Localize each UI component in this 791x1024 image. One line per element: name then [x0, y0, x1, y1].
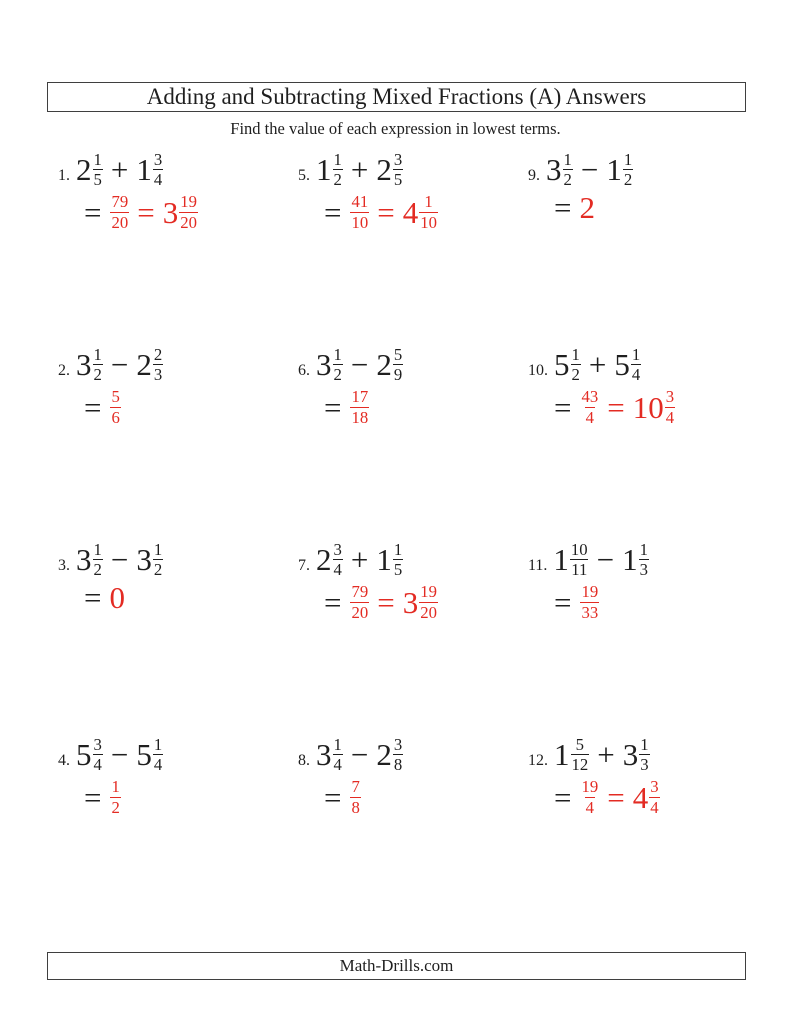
equals-sign: =: [84, 580, 102, 616]
numerator: 3: [393, 150, 403, 169]
operator-sign: −: [350, 737, 369, 773]
fraction: [623, 150, 633, 189]
numerator: 19: [180, 192, 197, 212]
denominator: 2: [571, 365, 580, 385]
numerator: 41: [351, 192, 369, 212]
mixed-number: [376, 735, 403, 774]
fraction: [393, 540, 403, 579]
denominator: 20: [420, 602, 437, 622]
fraction: [665, 387, 675, 426]
whole-number: 3: [316, 737, 332, 773]
numerator: 19: [581, 777, 599, 797]
whole-number: 5: [136, 737, 152, 773]
fraction: [333, 735, 343, 774]
whole-number: 2: [376, 347, 392, 383]
operator-sign: −: [580, 152, 599, 188]
fraction: [350, 192, 369, 231]
numerator: 17: [351, 387, 369, 407]
fraction: [639, 540, 649, 579]
expression: [528, 345, 748, 384]
fraction: [153, 150, 163, 189]
equals-sign: =: [84, 194, 102, 230]
mixed-number: [316, 150, 343, 189]
mixed-number: [553, 540, 588, 579]
answer-line: [324, 582, 528, 621]
equals-sign: =: [554, 190, 572, 226]
numerator: 1: [571, 345, 580, 364]
equals-sign: =: [324, 194, 342, 230]
fraction: [393, 150, 403, 189]
expression: [298, 540, 528, 579]
numerator: 1: [393, 540, 403, 559]
mixed-number: [623, 735, 650, 774]
mixed-number: [622, 540, 649, 579]
equals-sign: =: [324, 389, 342, 425]
whole-number: 3: [402, 584, 419, 620]
numerator: 1: [639, 540, 648, 559]
numerator: 3: [393, 735, 403, 754]
fraction: [350, 582, 369, 621]
problem-number: 9.: [528, 167, 540, 185]
whole-number: 2: [376, 152, 392, 188]
denominator: 4: [153, 170, 163, 190]
problem-2: [58, 345, 298, 540]
answer-line: [84, 192, 298, 231]
numerator: 2: [153, 345, 163, 364]
mixed-number: [76, 540, 103, 579]
numerator: 1: [153, 540, 163, 559]
equals-sign: =: [84, 389, 102, 425]
equals-sign: =: [324, 779, 342, 815]
fraction: [350, 777, 360, 816]
answer-line: [554, 387, 748, 426]
fraction: [110, 777, 120, 816]
expression: [298, 150, 528, 189]
denominator: 10: [420, 212, 437, 232]
mixed-number: [316, 345, 343, 384]
operator-sign: +: [597, 737, 615, 773]
problem-number: 7.: [298, 557, 310, 575]
fraction: [580, 777, 599, 816]
equals-sign: =: [607, 389, 625, 425]
whole-number: 3: [546, 152, 562, 188]
mixed-number: [633, 387, 675, 426]
mixed-number: [76, 345, 103, 384]
problem-number: 10.: [528, 362, 548, 380]
denominator: 4: [333, 755, 342, 775]
denominator: 4: [333, 560, 342, 580]
numerator: 1: [153, 735, 163, 754]
whole-number: 4: [402, 194, 419, 230]
answer-line: [84, 387, 298, 426]
fraction: [393, 735, 403, 774]
whole-number: 1: [316, 152, 332, 188]
denominator: 9: [393, 365, 403, 385]
operator-sign: +: [588, 347, 607, 383]
operator-sign: −: [110, 737, 129, 773]
equals-sign: =: [377, 584, 395, 620]
fraction: [639, 735, 649, 774]
problem-number: 8.: [298, 752, 310, 770]
whole-number: 1: [553, 542, 569, 578]
expression: [528, 540, 748, 579]
equals-sign: =: [377, 194, 395, 230]
denominator: 3: [153, 365, 163, 385]
fraction: [631, 345, 641, 384]
whole-number: 1: [606, 152, 622, 188]
answer-line: [554, 582, 748, 621]
mixed-number: [76, 150, 103, 189]
numerator: 1: [333, 345, 342, 364]
fraction: [649, 777, 659, 816]
denominator: 5: [93, 170, 102, 190]
numerator: 1: [424, 192, 433, 212]
fraction: [571, 735, 590, 774]
whole-number: 5: [614, 347, 630, 383]
problem-8: [298, 735, 528, 930]
numerator: 1: [563, 150, 572, 169]
whole-number: 5: [76, 737, 92, 773]
problem-number: 2.: [58, 362, 70, 380]
problem-3: [58, 540, 298, 735]
fraction: [563, 150, 573, 189]
denominator: 4: [665, 407, 675, 427]
expression: [298, 345, 528, 384]
mixed-number: [554, 735, 589, 774]
fraction: [110, 192, 129, 231]
operator-sign: −: [350, 347, 369, 383]
denominator: 8: [393, 755, 403, 775]
problem-12: [528, 735, 748, 930]
fraction: [333, 345, 343, 384]
numerator: 43: [581, 387, 599, 407]
fraction: [153, 540, 163, 579]
numerator: 3: [93, 735, 102, 754]
denominator: 2: [111, 797, 120, 817]
numerator: 1: [93, 345, 102, 364]
denominator: 2: [93, 560, 102, 580]
numerator: 1: [623, 150, 633, 169]
answer-line: [554, 777, 748, 816]
whole-number: 5: [554, 347, 570, 383]
numerator: 5: [575, 735, 585, 754]
whole-number: 3: [162, 194, 179, 230]
denominator: 3: [640, 755, 649, 775]
denominator: 4: [650, 797, 659, 817]
expression: [58, 540, 298, 579]
mixed-number: [136, 345, 163, 384]
fraction: [350, 387, 369, 426]
answer-line: [84, 580, 298, 616]
numerator: 1: [333, 150, 342, 169]
mixed-number: [376, 150, 403, 189]
denominator: 2: [623, 170, 633, 190]
whole-number: 3: [76, 542, 92, 578]
denominator: 20: [180, 212, 197, 232]
problem-7: [298, 540, 528, 735]
numerator: 1: [111, 777, 120, 797]
numerator: 79: [111, 192, 129, 212]
denominator: 2: [93, 365, 102, 385]
numerator: 10: [570, 540, 588, 559]
whole-number: 10: [632, 389, 664, 425]
operator-sign: +: [350, 152, 369, 188]
fraction: [419, 192, 438, 231]
mixed-number: [316, 540, 343, 579]
answer-line: [324, 192, 528, 231]
equals-sign: =: [324, 584, 342, 620]
mixed-number: [403, 192, 438, 231]
denominator: 4: [585, 797, 595, 817]
denominator: 2: [563, 170, 572, 190]
fraction: [570, 540, 589, 579]
problem-4: [58, 735, 298, 930]
numerator: 7: [351, 777, 360, 797]
mixed-number: [76, 735, 103, 774]
expression: [58, 735, 298, 774]
mixed-number: [136, 735, 163, 774]
numerator: 79: [351, 582, 369, 602]
equals-sign: =: [554, 779, 572, 815]
whole-number: 3: [136, 542, 152, 578]
numerator: 1: [640, 735, 649, 754]
problem-9: [528, 150, 748, 345]
numerator: 1: [93, 150, 102, 169]
denominator: 5: [393, 170, 403, 190]
mixed-number: [136, 150, 163, 189]
problem-number: 4.: [58, 752, 70, 770]
numerator: 1: [631, 345, 641, 364]
numerator: 3: [153, 150, 163, 169]
answer-line: [324, 777, 528, 816]
denominator: 20: [351, 602, 369, 622]
fraction: [419, 582, 438, 621]
whole-number: 1: [136, 152, 152, 188]
denominator: 10: [351, 212, 369, 232]
answer-line: [84, 777, 298, 816]
whole-number: 1: [376, 542, 392, 578]
denominator: 33: [581, 602, 599, 622]
answer-value: 2: [579, 190, 595, 226]
expression: [528, 735, 748, 774]
whole-number: 2: [376, 737, 392, 773]
whole-number: 3: [622, 737, 639, 773]
mixed-number: [376, 540, 403, 579]
footer-site-name: Math-Drills.com: [339, 956, 454, 975]
denominator: 8: [351, 797, 360, 817]
fraction: [179, 192, 198, 231]
equals-sign: =: [137, 194, 155, 230]
numerator: 19: [581, 582, 599, 602]
answer-line: [324, 387, 528, 426]
operator-sign: −: [110, 347, 129, 383]
numerator: 3: [665, 387, 675, 407]
problem-number: 1.: [58, 167, 70, 185]
operator-sign: −: [110, 542, 129, 578]
fraction: [110, 387, 120, 426]
numerator: 5: [111, 387, 120, 407]
equals-sign: =: [84, 779, 102, 815]
denominator: 4: [585, 407, 595, 427]
footer-box: [47, 952, 746, 980]
numerator: 3: [650, 777, 659, 797]
denominator: 2: [333, 170, 342, 190]
problem-number: 12.: [528, 752, 548, 770]
denominator: 2: [153, 560, 163, 580]
expression: [298, 735, 528, 774]
denominator: 11: [571, 560, 588, 580]
denominator: 5: [393, 560, 403, 580]
mixed-number: [136, 540, 163, 579]
denominator: 18: [351, 407, 369, 427]
mixed-number: [546, 150, 573, 189]
denominator: 2: [333, 365, 342, 385]
equals-sign: =: [554, 584, 572, 620]
problem-number: 5.: [298, 167, 310, 185]
mixed-number: [606, 150, 633, 189]
numerator: 3: [333, 540, 342, 559]
mixed-number: [614, 345, 641, 384]
mixed-number: [403, 582, 438, 621]
mixed-number: [376, 345, 403, 384]
fraction: [580, 387, 599, 426]
numerator: 5: [393, 345, 403, 364]
whole-number: 2: [76, 152, 92, 188]
whole-number: 1: [554, 737, 570, 773]
problem-number: 3.: [58, 557, 70, 575]
whole-number: 2: [136, 347, 152, 383]
mixed-number: [633, 777, 660, 816]
problem-10: [528, 345, 748, 540]
whole-number: 3: [316, 347, 332, 383]
denominator: 4: [93, 755, 102, 775]
title-box: [47, 82, 746, 112]
numerator: 1: [333, 735, 342, 754]
problem-number: 11.: [528, 557, 548, 575]
denominator: 6: [111, 407, 120, 427]
expression: [58, 345, 298, 384]
page-title: Adding and Subtracting Mixed Fractions (A) Answers: [146, 84, 647, 109]
problem-number: 6.: [298, 362, 310, 380]
mixed-number: [554, 345, 581, 384]
instructions-text: Find the value of each expression in lowest terms.: [230, 119, 561, 138]
whole-number: 2: [316, 542, 332, 578]
fraction: [93, 540, 103, 579]
mixed-number: [316, 735, 343, 774]
denominator: 12: [571, 755, 589, 775]
fraction: [93, 345, 103, 384]
operator-sign: −: [596, 542, 615, 578]
expression: [58, 150, 298, 189]
fraction: [153, 735, 163, 774]
whole-number: 1: [622, 542, 638, 578]
fraction: [153, 345, 163, 384]
equals-sign: =: [607, 779, 625, 815]
answer-line: [554, 190, 748, 226]
problems-grid: [58, 150, 748, 930]
denominator: 4: [153, 755, 163, 775]
fraction: [93, 150, 103, 189]
operator-sign: +: [350, 542, 369, 578]
problem-6: [298, 345, 528, 540]
denominator: 3: [639, 560, 648, 580]
whole-number: 4: [632, 779, 649, 815]
fraction: [93, 735, 103, 774]
whole-number: 3: [76, 347, 92, 383]
denominator: 20: [111, 212, 129, 232]
problem-5: [298, 150, 528, 345]
expression: [528, 150, 748, 189]
fraction: [393, 345, 403, 384]
equals-sign: =: [554, 389, 572, 425]
fraction: [333, 540, 343, 579]
problem-11: [528, 540, 748, 735]
operator-sign: +: [110, 152, 129, 188]
fraction: [580, 582, 599, 621]
denominator: 4: [631, 365, 641, 385]
numerator: 1: [93, 540, 102, 559]
fraction: [333, 150, 343, 189]
mixed-number: [163, 192, 198, 231]
answer-value: 0: [109, 580, 125, 616]
fraction: [571, 345, 581, 384]
numerator: 19: [420, 582, 437, 602]
problem-1: [58, 150, 298, 345]
